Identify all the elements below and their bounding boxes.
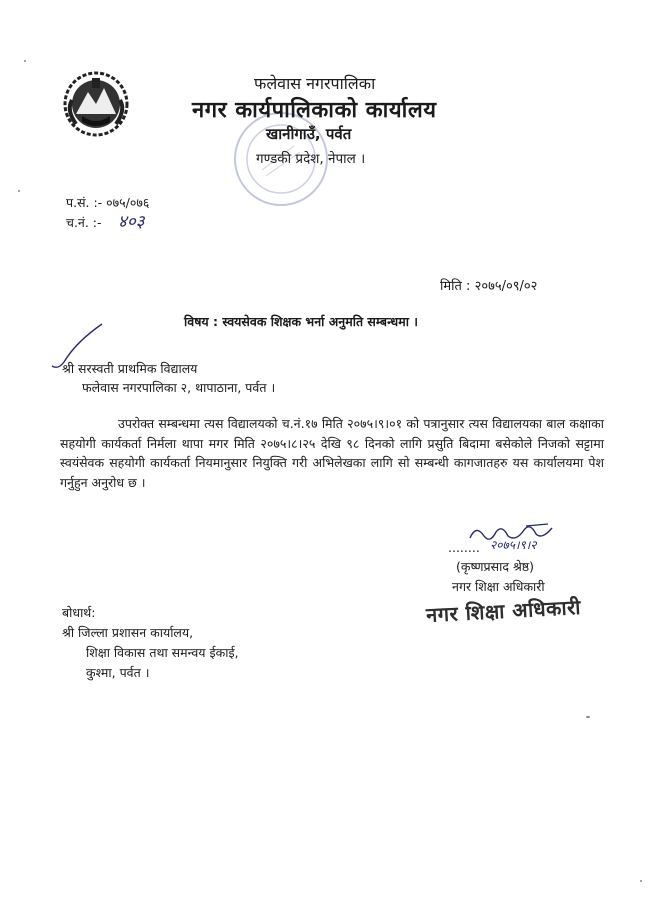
cc-office: श्री जिल्ला प्रशासन कार्यालय, <box>62 625 194 640</box>
signatory-name: (कृष्णप्रसाद श्रेष्ठ) <box>456 559 535 574</box>
recipient-address: फलेवास नगरपालिका २, थापाठाना, पर्वत । <box>82 380 276 395</box>
province-address: गण्डकी प्रदेश, नेपाल । <box>256 151 366 167</box>
designation-stamp: नगर शिक्षा अधिकारी <box>425 594 582 628</box>
signatory-designation: नगर शिक्षा अधिकारी <box>452 579 545 594</box>
scan-speck <box>586 716 590 718</box>
government-emblem-icon <box>62 70 130 138</box>
scan-speck <box>18 190 20 192</box>
signature-dots: ........ <box>448 540 480 555</box>
scan-speck <box>24 60 26 62</box>
recipient-school: श्री सरस्वती प्राथमिक विद्यालय <box>62 361 198 376</box>
fiscal-year-ref: प.सं. :- ०७५/०७६ <box>66 195 150 210</box>
scan-speck <box>640 880 642 882</box>
letter-subject: विषय : स्वयसेवक शिक्षक भर्ना अनुमति सम्बन्धमा । <box>184 314 419 329</box>
cc-unit: शिक्षा विकास तथा समन्वय ईकाई, <box>86 645 239 660</box>
cc-location: कुश्मा, पर्वत । <box>86 665 150 680</box>
office-address: खानीगाउँ, पर्वत <box>266 125 352 143</box>
signature-date: २०७५।९।२ <box>490 538 537 552</box>
cc-label: बोधार्थ: <box>62 605 96 620</box>
municipality-name: फलेवास नगरपालिका <box>254 74 376 93</box>
office-name: नगर कार्यपालिकाको कार्यालय <box>192 98 437 123</box>
dispatch-number: ४०३ <box>118 212 145 232</box>
letter-body <box>60 414 604 492</box>
letter-body-text: उपरोक्त सम्बन्धमा त्यस विद्यालयको च.नं.१७ मिति २०७५।९।०१ को पत्रानुसार त्यस विद्यालयका बाल कक्षाका सहयोगी कार्यकर्ता निर्मला थापा मगर मिति २०७५।८।२५ देखि ९८ दिनको लागि प्रसुति बिदामा बसेकोले निजको सट्टामा स्वयंसेवक सहयोगी कार्यकर्ता नियमानुसार नियुक्ति गरी अभिलेखका लागि सो सम्बन्धी कागजातहरु यस कार्यालयमा पेश गर्नुहुन अनुरोध छ । <box>60 416 604 490</box>
dispatch-label: च.नं. :- <box>66 215 102 230</box>
letter-date: मिति : २०७५/०९/०२ <box>440 279 538 294</box>
